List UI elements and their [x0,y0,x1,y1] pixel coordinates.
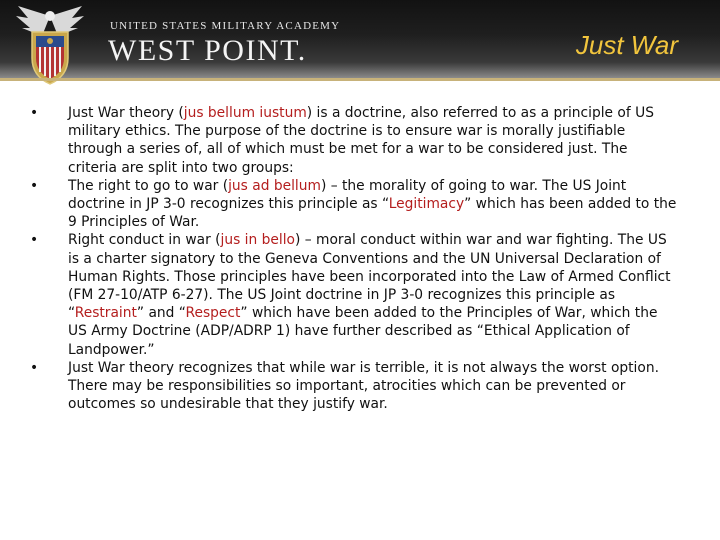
bullet-marker: • [30,232,39,249]
bullet-text: ) is a doctrine, also referred to as a principle of US military ethics. The purpose of the doctrine is to ensure war is morally justifiable through a series of, all of which must be met for a war to be considered just. The criteria are split into two groups: [68,105,654,176]
bullet-text: Just War theory recognizes that while war is terrible, it is not always the worst option. There may be responsibilities so important, atrocities which can be prevented or outcomes so undesirable that they justify war. [68,359,659,413]
highlighted-term: Restraint [74,305,137,322]
bullet-text: ) – the morality of going to war. The US Joint doctrine in JP 3-0 recognizes this principle as “ [68,177,627,213]
highlighted-term: jus in bello [220,232,295,249]
highlighted-term: Respect [185,305,241,322]
academy-crest-icon [8,2,92,86]
institution-line: UNITED STATES MILITARY ACADEMY [110,20,341,32]
bullet-text: Right conduct in war ( [68,232,221,249]
bullet-text: The right to go to war ( [68,177,229,194]
bullet-item [30,177,680,232]
slide-title: Just War [575,30,678,60]
bullet-list [30,104,680,413]
header-divider [0,78,720,81]
header-bar [0,0,720,78]
highlighted-term: jus bellum iustum [183,105,307,121]
bullet-text: Just War theory ( [68,105,184,121]
bullet-marker: • [30,177,39,194]
bullet-marker: • [30,359,39,376]
bullet-text: ” which have been added to the Principles of War, which the US Army Doctrine (ADP/ADRP 1) have further described as “Ethical Application of Landpower.” [68,305,658,358]
institution-name: WEST POINT. [108,34,307,67]
bullet-text: ” which has been added to the 9 Principles of War. [68,196,677,231]
bullet-item [30,359,680,414]
highlighted-term: Legitimacy [388,196,465,213]
bullet-text: ) – moral conduct within war and war fighting. The US is a charter signatory to the Geneva Conventions and the UN Universal Declaration of Human Rights. Those principles have been incorporated into the Law of Armed Conflict (FM 27-10/ATP 6-27). The US Joint doctrine in JP 3-0 recognizes this principle as “ [68,232,671,322]
bullet-item [30,104,680,177]
bullet-text: ” and “ [136,305,186,322]
bullet-item [30,231,680,358]
bullet-marker: • [30,105,39,121]
highlighted-term: jus ad bellum [228,177,321,194]
